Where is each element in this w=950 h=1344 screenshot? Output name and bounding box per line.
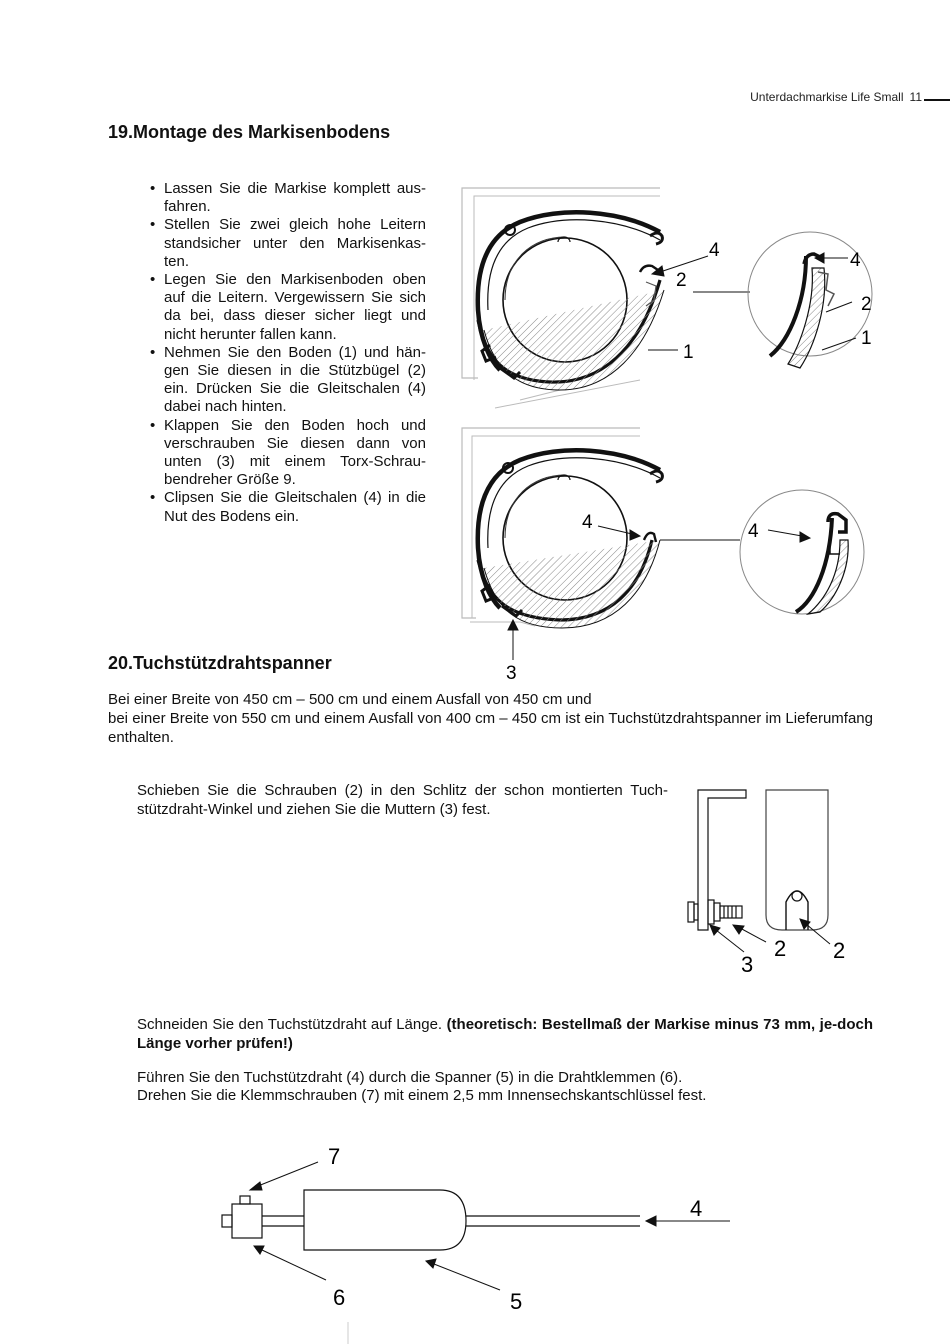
step-1-text: Schieben Sie die Schrauben (2) in den Schlitz der schon montierten Tuch-stützdraht-Winkel und ziehen Sie die Muttern (3) fest. <box>137 782 668 818</box>
label-4-wire: 4 <box>690 1196 703 1221</box>
intro-line-1: Bei einer Breite von 450 cm – 500 cm und einem Ausfall von 450 cm und <box>108 691 592 708</box>
detail-label-4: 4 <box>850 250 861 271</box>
step-3-line-2: Drehen Sie die Klemmschrauben (7) mit einem 2,5 mm Innensechskantschlüssel fest. <box>137 1087 707 1104</box>
step-2-bold: (theoretisch: Bestellmaß der Markise minus 73 mm, je-doch Länge vorher prüfen!) <box>137 1016 873 1052</box>
list-item: • Klappen Sie den Boden hoch und verschrauben Sie diesen dann von unten (3) mit einem Torx-Schrau-bendreher Größe 9. <box>148 417 426 490</box>
list-item: • Clipsen Sie die Gleitschalen (4) in die Nut des Bodens ein. <box>148 489 426 525</box>
list-item: • Legen Sie den Markisenboden oben auf die Leitern. Vergewissern Sie sich da bei, dass dieser sicher liegt und nicht herunter fallen kann. <box>148 271 426 344</box>
label-3: 3 <box>506 663 517 684</box>
list-item: • Lassen Sie die Markise komplett aus-fahren. <box>148 180 426 216</box>
label-7: 7 <box>328 1144 341 1169</box>
list-item: • Stellen Sie zwei gleich hohe Leitern standsicher unter den Markisenkas-ten. <box>148 216 426 271</box>
list-item: • Nehmen Sie den Boden (1) und hän-gen Sie diesen in die Stützbügel (2) ein. Drücken Sie die Gleitschalen (4) dabei nach hinten. <box>148 344 426 417</box>
detail-label-1: 1 <box>861 328 872 349</box>
section-19-heading: 19.Montage des Markisenbodens <box>108 122 391 142</box>
label-4-bottom: 4 <box>582 512 593 533</box>
label-2: 2 <box>676 270 687 291</box>
intro-line-2: bei einer Breite von 550 cm und einem Ausfall von 400 cm – 450 cm ist ein Tuchstützdrahtspanner im Lieferumfang enthalten. <box>108 710 873 746</box>
label-nut-3: 3 <box>741 952 754 977</box>
label-4: 4 <box>709 240 720 261</box>
detail-label-2: 2 <box>861 294 872 315</box>
header-title: Unterdachmarkise Life Small <box>750 90 904 104</box>
step-3-line-1: Führen Sie den Tuchstützdraht (4) durch die Spanner (5) in die Drahtklemmen (6). <box>137 1069 683 1086</box>
label-screw-2: 2 <box>774 936 787 961</box>
section-20-heading: 20.Tuchstützdrahtspanner <box>108 653 332 673</box>
page-number: 11 <box>909 90 922 104</box>
step-2-plain: Schneiden Sie den Tuchstützdraht auf Länge. <box>137 1016 447 1033</box>
label-6: 6 <box>333 1285 346 1310</box>
detail-label-4-bottom: 4 <box>748 521 759 542</box>
label-slot-2: 2 <box>833 938 846 963</box>
label-1: 1 <box>683 342 694 363</box>
label-5: 5 <box>510 1289 523 1314</box>
